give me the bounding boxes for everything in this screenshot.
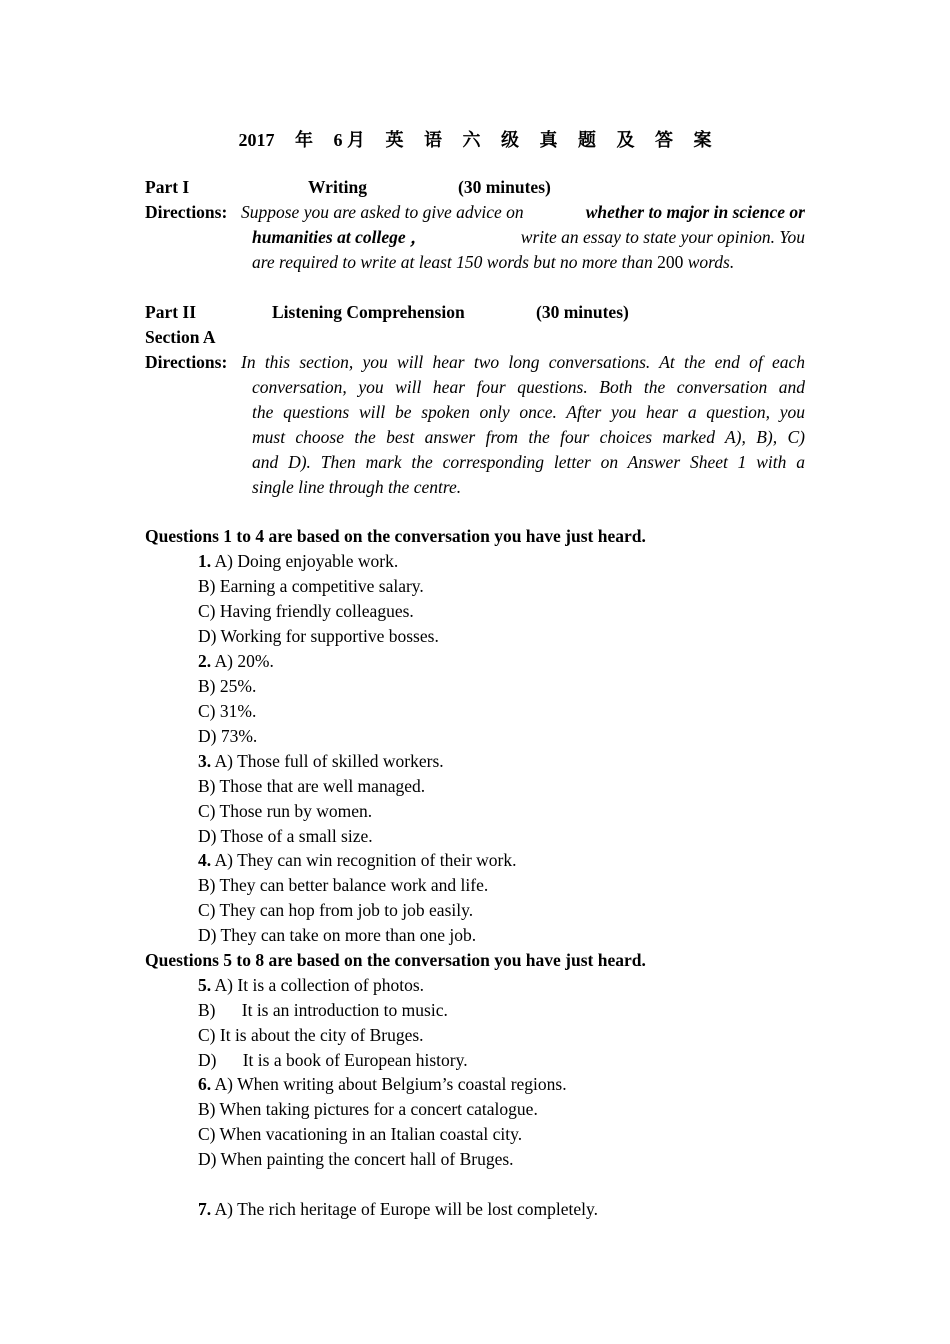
question-number: 3.: [198, 751, 212, 771]
title-year: 2017: [238, 130, 275, 150]
question-2: [198, 649, 274, 674]
title-char: 年: [295, 130, 313, 150]
section-label: Section A: [145, 327, 216, 347]
title-char: 英: [385, 130, 404, 150]
title-char: 6: [333, 130, 343, 150]
directions-topic: humanities at college ，: [252, 227, 428, 247]
question-3: [198, 749, 444, 774]
answer-option: C) Having friendly colleagues.: [198, 601, 414, 621]
answer-option: B) Earning a competitive salary.: [198, 576, 424, 596]
question-number: 2.: [198, 651, 212, 671]
question-4: [198, 848, 517, 873]
answer-option: A) When writing about Belgium’s coastal regions.: [214, 1074, 567, 1094]
title-char: 六: [462, 130, 481, 150]
title-char: 级: [501, 130, 519, 150]
answer-option: D) Working for supportive bosses.: [198, 626, 439, 646]
question-7: [198, 1197, 598, 1222]
answer-option: C) They can hop from job to job easily.: [198, 900, 474, 920]
answer-option: B) When taking pictures for a concert catalogue.: [198, 1099, 538, 1119]
question-number: 1.: [198, 551, 212, 571]
title-char: 案: [693, 130, 712, 150]
answer-option: D) Those of a small size.: [198, 826, 373, 846]
answer-option: C) Those run by women.: [198, 801, 373, 821]
question-1: [198, 549, 398, 574]
answer-option: B) It is an introduction to music.: [198, 1000, 448, 1020]
answer-option: A) It is a collection of photos.: [214, 975, 425, 995]
part2-directions-label: Directions:: [145, 352, 228, 372]
page-title: [0, 126, 950, 152]
answer-option: D) 73%.: [198, 726, 258, 746]
part2-directions-line: must choose the best answer from the four choices marked A), B), C): [252, 427, 805, 447]
part2-time: (30 minutes): [536, 302, 629, 322]
part1-name: Writing: [308, 177, 367, 197]
answer-option: D) They can take on more than one job.: [198, 925, 477, 945]
directions-topic: whether to major in science or: [585, 202, 805, 222]
answer-option: A) The rich heritage of Europe will be lost completely.: [214, 1199, 598, 1219]
answer-option: A) They can win recognition of their work.: [214, 850, 517, 870]
answer-option: A) 20%.: [214, 651, 274, 671]
question-group-heading: Questions 5 to 8 are based on the conversation you have just heard.: [145, 950, 646, 970]
part1-time: (30 minutes): [458, 177, 551, 197]
directions-text: write an essay to state your opinion. You: [520, 227, 805, 247]
directions-text: Suppose you are asked to give advice on: [241, 202, 524, 222]
question-number: 4.: [198, 850, 212, 870]
part1-directions-line1: [241, 200, 805, 225]
directions-number: 200: [657, 252, 684, 272]
answer-option: A) Those full of skilled workers.: [214, 751, 444, 771]
question-number: 6.: [198, 1074, 212, 1094]
answer-option: B) 25%.: [198, 676, 257, 696]
part2-directions-line: the questions will be spoken only once. After you hear a question, you: [252, 402, 805, 422]
part1-directions-line2: [252, 225, 805, 250]
directions-text: words.: [683, 252, 735, 272]
question-5: [198, 973, 424, 998]
answer-option: C) 31%.: [198, 701, 257, 721]
question-number: 5.: [198, 975, 212, 995]
title-char: 及: [616, 130, 635, 150]
answer-option: D) It is a book of European history.: [198, 1050, 468, 1070]
question-6: [198, 1072, 567, 1097]
answer-option: C) When vacationing in an Italian coastal city.: [198, 1124, 523, 1144]
part2-name: Listening Comprehension: [272, 302, 465, 322]
answer-option: C) It is about the city of Bruges.: [198, 1025, 424, 1045]
answer-option: A) Doing enjoyable work.: [214, 551, 399, 571]
title-char: 题: [578, 130, 596, 150]
title-char: 语: [424, 130, 442, 150]
answer-option: B) Those that are well managed.: [198, 776, 426, 796]
part2-directions-line: conversation, you will hear four questions. Both the conversation and: [252, 377, 805, 397]
part2-directions-line: In this section, you will hear two long conversations. At the end of each: [241, 352, 805, 372]
part1-directions-line3: [252, 250, 734, 275]
question-number: 7.: [198, 1199, 212, 1219]
part1-directions-label: Directions:: [145, 202, 228, 222]
question-group-heading: Questions 1 to 4 are based on the conversation you have just heard.: [145, 526, 646, 546]
part2-directions-line: single line through the centre.: [252, 477, 462, 497]
part2-directions-line: and D). Then mark the corresponding letter on Answer Sheet 1 with a: [252, 452, 805, 472]
answer-option: D) When painting the concert hall of Bruges.: [198, 1149, 514, 1169]
answer-option: B) They can better balance work and life.: [198, 875, 489, 895]
title-char: 答: [655, 130, 673, 150]
title-char: 真: [539, 130, 558, 150]
part1-label: Part I: [145, 177, 190, 197]
part2-label: Part II: [145, 302, 197, 322]
directions-text: are required to write at least 150 words but no more than: [252, 252, 658, 272]
title-char: 月: [347, 130, 365, 150]
